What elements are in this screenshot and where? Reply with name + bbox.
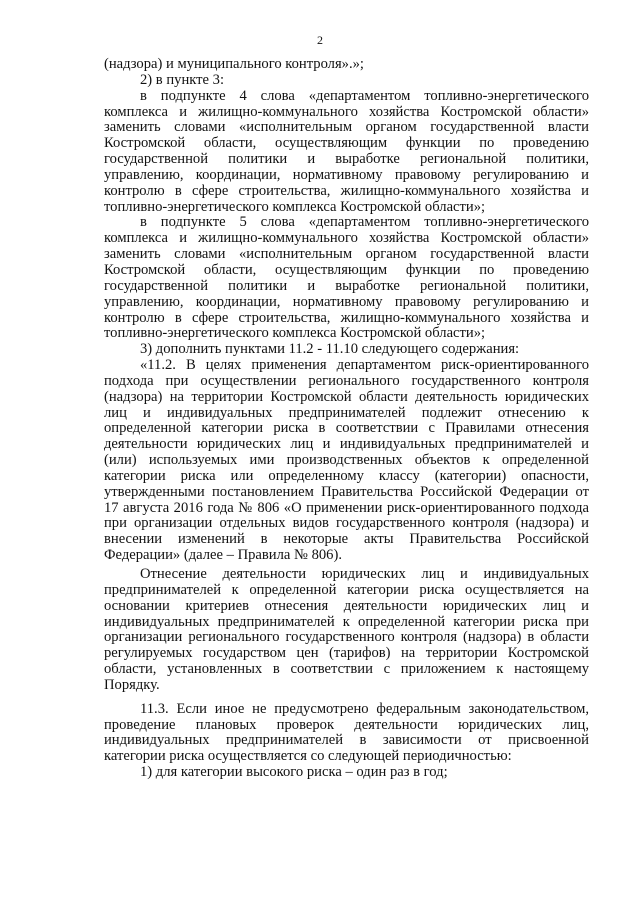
document-body [104,57,589,781]
paragraph-item-3: 3) дополнить пунктами 11.2 - 11.10 следующего содержания: [140,341,520,358]
paragraph-11-3: 11.3. Если иное не предусмотрено федеральным законодательством, проведение плановых проверок деятельности юридических лиц, индивидуальных предпринимателей в зависимости от присвоенной категории риска осуществляется со следующей периодичностью: [104,700,589,765]
paragraph-risk-categories: Отнесение деятельности юридических лиц и индивидуальных предпринимателей к определенной категории риска осуществляется на основании критериев отнесения деятельности юридических лиц и индивидуальных предпринимателей к определенной категории риска при организации регионального государственного контроля (надзора) в области регулируемых государством цен (тарифов) на территории Костромской области, установленных в соответствии с приложением к настоящему Порядку. [104,566,589,693]
paragraph-subitem-4: в подпункте 4 слова «департаментом топливно-энергетического комплекса и жилищно-коммунального хозяйства Костромской области» заменить словами «исполнительным органом государственной власти Костромской области, осуществляющим функции по проведению государственной политики и выработке региональной политики, управлению, координации, нормативному правовому регулированию и контролю в сфере строительства, жилищно-коммунального хозяйства и топливно-энергетического комплекса Костромской области»; [104,87,589,215]
paragraph-high-risk: 1) для категории высокого риска – один раз в год; [140,764,448,781]
paragraph-continuation: (надзора) и муниципального контроля».»; [104,56,364,72]
paragraph-11-2: «11.2. В целях применения департаментом риск-ориентированного подхода при осуществлении регионального государственного контроля (надзора) на территории Костромской области деятельность юридических лиц и индивидуальных предпринимателей подлежит отнесению к определенной категории риска в соответствии с Правилами отнесения деятельности юридических лиц и индивидуальных предпринимателей и (или) используемых ими производственных объектов к определенной категории риска или определенному классу (категории) опасности, утвержденными постановлением Правительства Российской Федерации от 17 августа 2016 года № 806 «О применении риск-ориентированного подхода при организации отдельных видов государственного контроля (надзора) и внесении изменений в некоторые акты Правительства Российской Федерации» (далее – Правила № 806). [104,357,589,564]
page-number: 2 [317,33,323,47]
paragraph-subitem-5: в подпункте 5 слова «департаментом топливно-энергетического комплекса и жилищно-коммунального хозяйства Костромской области» заменить словами «исполнительным органом государственной власти Костромской области, осуществляющим функции по проведению государственной политики и выработке региональной политики, управлению, координации, нормативному правовому регулированию и контролю в сфере строительства, жилищно-коммунального хозяйства и топливно-энергетического комплекса Костромской области»; [104,214,589,342]
paragraph-item-2: 2) в пункте 3: [140,71,225,88]
